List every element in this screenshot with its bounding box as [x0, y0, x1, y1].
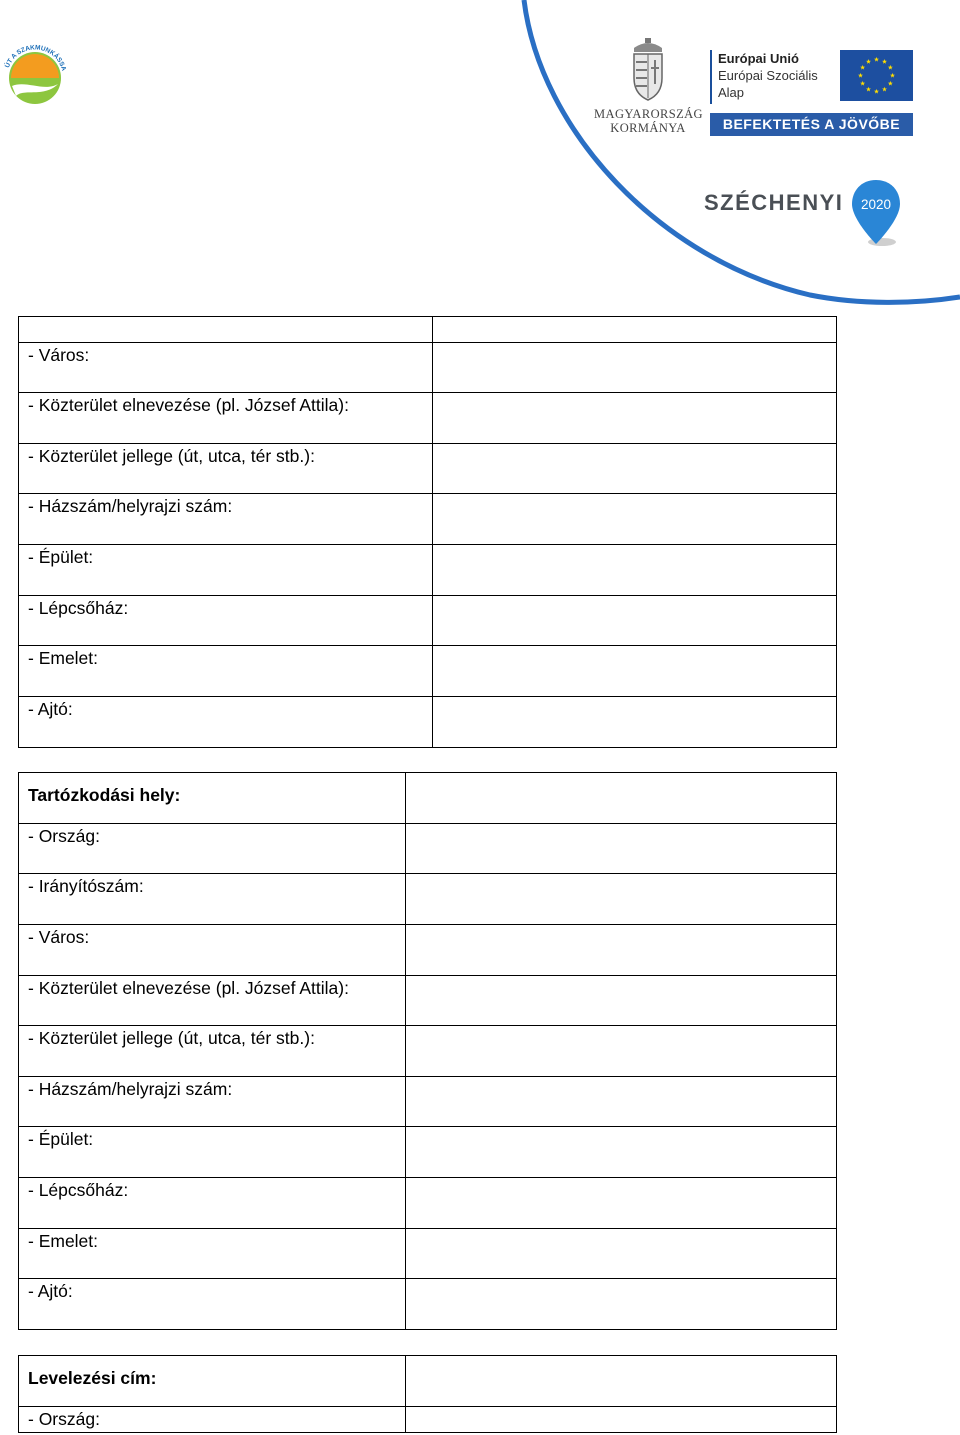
label-cell — [19, 343, 433, 393]
label-cell — [19, 1229, 406, 1279]
row-label: - Házszám/helyrajzi szám: — [28, 1079, 233, 1099]
section-heading: Tartózkodási hely: — [28, 785, 181, 805]
label-cell — [19, 646, 433, 697]
value-cell[interactable] — [405, 1279, 836, 1330]
value-cell[interactable] — [405, 773, 836, 824]
government-name-line1: MAGYARORSZÁG — [594, 107, 703, 121]
page-header — [0, 0, 960, 310]
label-cell — [19, 976, 406, 1026]
value-cell[interactable] — [405, 1127, 836, 1178]
value-cell[interactable] — [432, 494, 837, 545]
eu-name: Európai Unió — [718, 51, 799, 66]
label-cell — [19, 1279, 406, 1330]
value-cell[interactable] — [405, 1407, 836, 1433]
mailing-address-table — [18, 1355, 837, 1433]
value-cell[interactable] — [405, 1077, 836, 1127]
label-cell — [19, 1356, 406, 1407]
table-row — [19, 1077, 837, 1127]
address-table — [18, 316, 837, 748]
row-label: - Épület: — [28, 1129, 94, 1149]
row-label: - Közterület jellege (út, utca, tér stb.): — [28, 446, 315, 466]
table-row — [19, 646, 837, 697]
table-row — [19, 1178, 837, 1229]
row-label: - Házszám/helyrajzi szám: — [28, 496, 233, 516]
section-heading: Levelezési cím: — [28, 1368, 157, 1388]
row-label: - Lépcsőház: — [28, 1180, 129, 1200]
row-label: - Város: — [28, 345, 90, 365]
eu-flag-icon — [840, 50, 913, 101]
label-cell — [19, 1026, 406, 1077]
row-label: - Emelet: — [28, 648, 99, 668]
row-label: - Közterület elnevezése (pl. József Attila): — [28, 395, 349, 415]
row-label: - Irányítószám: — [28, 876, 144, 896]
row-label: - Ország: — [28, 826, 100, 846]
value-cell[interactable] — [405, 824, 836, 874]
value-cell[interactable] — [405, 1356, 836, 1407]
table-row — [19, 1127, 837, 1178]
eu-fund-line2: Alap — [718, 85, 745, 100]
label-cell — [19, 393, 433, 444]
government-name-line2: KORMÁNYA — [610, 121, 686, 135]
row-label: - Közterület jellege (út, utca, tér stb.): — [28, 1028, 315, 1048]
value-cell[interactable] — [405, 1026, 836, 1077]
value-cell[interactable] — [432, 444, 837, 494]
table-row — [19, 1229, 837, 1279]
row-label: - Ajtó: — [28, 1281, 73, 1301]
szechenyi-pin-icon — [850, 178, 902, 250]
value-cell[interactable] — [432, 646, 837, 697]
label-cell — [19, 545, 433, 596]
table-row — [19, 824, 837, 874]
row-label: - Emelet: — [28, 1231, 99, 1251]
table-row — [19, 1026, 837, 1077]
table-row — [19, 343, 837, 393]
table-row — [19, 393, 837, 444]
label-cell — [19, 925, 406, 976]
label-cell — [19, 1127, 406, 1178]
row-label: - Lépcsőház: — [28, 598, 129, 618]
table-row — [19, 1279, 837, 1330]
table-row — [19, 773, 837, 824]
value-cell[interactable] — [405, 1229, 836, 1279]
government-logo — [594, 38, 702, 135]
label-cell — [19, 1178, 406, 1229]
label-cell — [19, 317, 433, 343]
value-cell[interactable] — [432, 393, 837, 444]
row-label: - Ország: — [28, 1409, 100, 1429]
value-cell[interactable] — [432, 343, 837, 393]
table-row — [19, 1356, 837, 1407]
residence-table — [18, 772, 837, 1330]
value-cell[interactable] — [405, 925, 836, 976]
table-row — [19, 444, 837, 494]
table-row — [19, 976, 837, 1026]
table-row — [19, 545, 837, 596]
label-cell — [19, 773, 406, 824]
row-label: - Ajtó: — [28, 699, 73, 719]
label-cell — [19, 494, 433, 545]
label-cell — [19, 1407, 406, 1433]
value-cell[interactable] — [405, 874, 836, 925]
label-cell — [19, 444, 433, 494]
table-row — [19, 1407, 837, 1433]
value-cell[interactable] — [432, 596, 837, 646]
label-cell — [19, 596, 433, 646]
table-row — [19, 317, 837, 343]
eu-fund-line1: Európai Szociális — [718, 68, 818, 83]
table-row — [19, 494, 837, 545]
value-cell[interactable] — [432, 317, 837, 343]
table-row — [19, 874, 837, 925]
eu-text — [718, 50, 818, 101]
label-cell — [19, 697, 433, 748]
coat-of-arms-icon — [628, 38, 668, 102]
program-logo — [4, 40, 66, 106]
row-label: - Város: — [28, 927, 90, 947]
table-row — [19, 697, 837, 748]
value-cell[interactable] — [405, 976, 836, 1026]
blue-arc-decoration — [0, 0, 960, 310]
label-cell — [19, 1077, 406, 1127]
value-cell[interactable] — [432, 697, 837, 748]
szechenyi-year: 2020 — [860, 197, 892, 212]
label-cell — [19, 824, 406, 874]
szechenyi-logo-text: SZÉCHENYI — [704, 190, 844, 215]
eu-divider — [710, 50, 712, 104]
row-label: - Közterület elnevezése (pl. József Attila): — [28, 978, 349, 998]
value-cell[interactable] — [405, 1178, 836, 1229]
label-cell — [19, 874, 406, 925]
program-logo-text: ÚT A SZAKMUNKÁSS — [4, 44, 66, 69]
table-row — [19, 596, 837, 646]
row-label: - Épület: — [28, 547, 94, 567]
value-cell[interactable] — [432, 545, 837, 596]
table-row — [19, 925, 837, 976]
invest-banner: BEFEKTETÉS A JÖVŐBE — [710, 113, 913, 136]
